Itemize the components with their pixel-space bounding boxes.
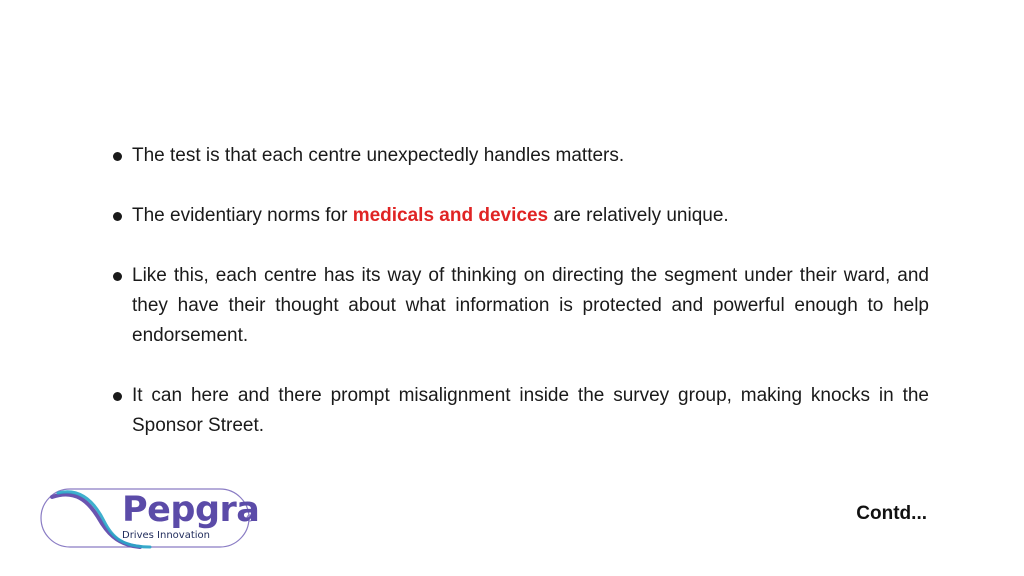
bullet-dot-icon [113,272,122,281]
contd-label: Contd... [856,503,927,524]
bullet-item-4 [113,381,929,441]
bullet-text: The evidentiary norms for [132,205,353,226]
bullet-dot-icon [113,392,122,401]
bullet-text: Like this, each centre has its way of thinking on directing the segment under their ward, and they have their thought about what information is protected and powerful enough to help endorsement. [132,265,929,346]
bullet-list [113,141,929,441]
bullet-text: The test is that each centre unexpectedly handles matters. [132,145,625,166]
highlighted-phrase: medicals and devices [352,205,549,226]
bullet-text-after: are relatively unique. [548,205,729,226]
bullet-dot-icon [113,212,122,221]
bullet-text: It can here and there prompt misalignment inside the survey group, making knocks in the Sponsor Street. [132,385,929,436]
bullet-item-2 [113,201,929,231]
logo-brand-name: Pepgra [122,490,260,530]
bullet-dot-icon [113,152,122,161]
pepgra-logo [40,487,260,549]
bullet-item-1 [113,141,929,171]
bullet-item-3 [113,261,929,351]
logo-tagline: Drives Innovation [122,530,210,541]
